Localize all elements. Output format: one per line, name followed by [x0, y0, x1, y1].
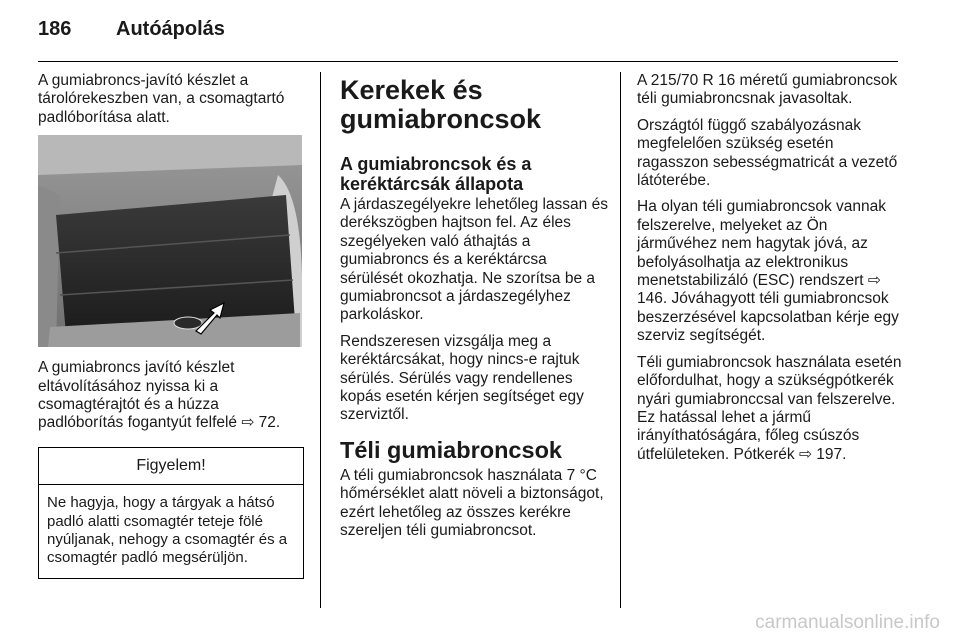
warning-body: Ne hagyja, hogy a tárgyak a hátsó padló alatti csomagtér teteje fölé nyúljanak, nehogy a csomagtér és a csomagtér padló megsérüljön. — [47, 494, 288, 567]
column-right — [637, 72, 905, 472]
winter-tyres-heading: Téli gumiabroncsok — [340, 436, 562, 463]
cargo-floor-photo — [38, 135, 302, 347]
photo-caption: A gumiabroncs javító készlet eltávolításához nyissa ki a csomagtérajtót és a húzza padlóborítás fogantyút felfelé ⇨ 72. — [38, 359, 281, 432]
spare-wheel-paragraph: Téli gumiabroncsok használata esetén előfordulhat, hogy a szükségpótkerék nyári gumiabronccsal van felszerelve. Ez hatással lehet a jármű irányíthatóságára, főleg csúszós útfelületeken. Pótkerék ⇨ 197. — [637, 353, 902, 463]
page-title: Autóápolás — [116, 18, 225, 40]
section-heading: Kerekek és gumiabroncsok — [340, 75, 542, 134]
intro-paragraph: A gumiabroncs-javító készlet a tárolórekeszben van, a csomagtartó padlóborítása alatt. — [38, 72, 285, 126]
header-rule — [38, 61, 898, 62]
warning-title: Figyelem! — [39, 448, 303, 485]
curb-paragraph: A járdaszegélyekre lehetőleg lassan és derékszögben hajtson fel. Az éles szegélyeken való áthajtás a gumiabroncs és a keréktárcsa sérülését okozhatja. Ne szorítsa be a gumiabroncsot a járdaszegélyhez parkoláskor. — [340, 196, 608, 324]
subsection-heading: A gumiabroncsok és a keréktárcsák állapota — [340, 154, 532, 194]
sticker-paragraph: Országtól függő szabályozásnak megfelelően szükség esetén ragasszon sebességmatricát a vezető látóterébe. — [637, 116, 898, 190]
winter-intro-paragraph: A téli gumiabroncsok használata 7 °C hőmérséklet alatt növeli a biztonságot, ezért lehetőleg az összes kerékre szereljen téli gumiabroncsot. — [340, 466, 604, 540]
column-divider-1 — [320, 72, 321, 608]
page-number: 186 — [38, 18, 72, 40]
size-paragraph: A 215/70 R 16 méretű gumiabroncsok téli gumiabroncsnak javasoltak. — [637, 72, 898, 108]
inspection-paragraph: Rendszeresen vizsgálja meg a keréktárcsákat, hogy nincs-e rajtuk sérülés. Sérülés vagy rendellenes kopás esetén kérjen segítséget egy szerviztől. — [340, 332, 584, 424]
watermark: carmanualsonline.info — [755, 612, 940, 633]
warning-box — [38, 447, 304, 579]
column-left — [38, 72, 304, 579]
page-header — [38, 18, 225, 41]
column-divider-2 — [620, 72, 621, 608]
esc-paragraph: Ha olyan téli gumiabroncsok vannak felszerelve, melyeket az Ön járművéhez nem hagytak jóvá, az befolyásolhatja az elektronikus menetstabilizáló (ESC) rendszert ⇨ 146. Jóváhagyott téli gumiabroncsok beszerzésével kapcsolatban kérje egy szerviz segítségét. — [637, 198, 899, 345]
column-middle — [340, 72, 608, 549]
